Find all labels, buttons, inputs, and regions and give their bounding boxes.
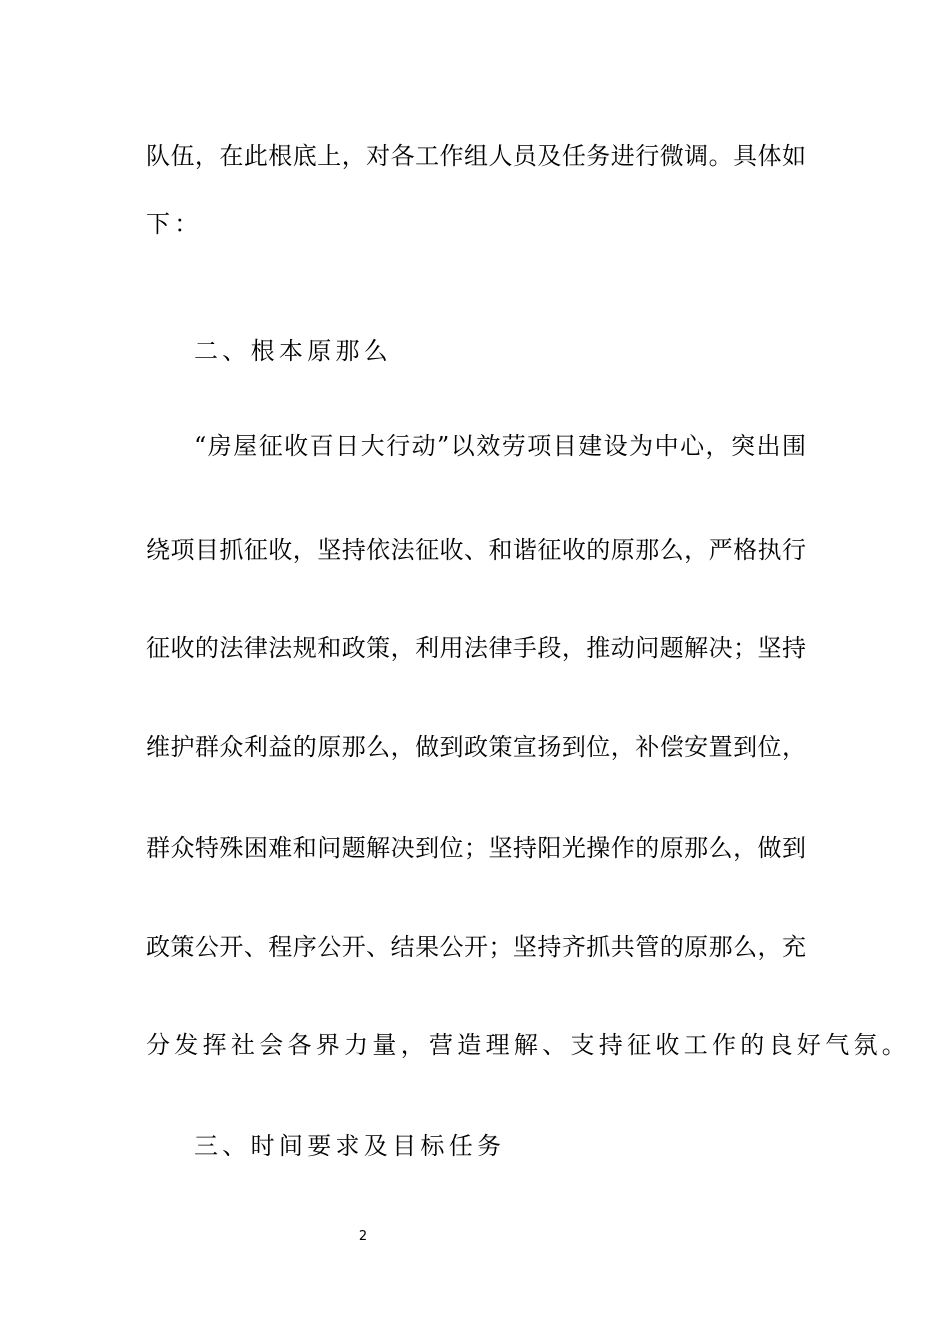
body-text-line: 维护群众利益的原那么，做到政策宣扬到位，补偿安置到位， [146,733,806,761]
section-heading: 三、时间要求及目标任务 [194,1132,506,1160]
body-text-line: “房屋征收百日大行动”以效劳项目建设为中心，突出围 [194,432,806,460]
body-text-line: 分发挥社会各界力量，营造理解、支持征收工作的良好气氛。 [146,1031,911,1059]
body-text-line: 队伍，在此根底上，对各工作组人员及任务进行微调。具体如 [146,142,806,170]
body-text-line: 政策公开、程序公开、结果公开；坚持齐抓共管的原那么，充 [146,933,806,961]
body-text-line: 下： [146,210,203,238]
page-number: 2 [358,1229,368,1244]
body-text-line: 绕项目抓征收，坚持依法征收、和谐征收的原那么，严格执行 [146,536,806,564]
body-text-line: 征收的法律法规和政策，利用法律手段，推动问题解决；坚持 [146,634,806,662]
body-text-line: 群众特殊困难和问题解决到位；坚持阳光操作的原那么，做到 [146,834,806,862]
section-heading: 二、根本原那么 [194,337,393,365]
